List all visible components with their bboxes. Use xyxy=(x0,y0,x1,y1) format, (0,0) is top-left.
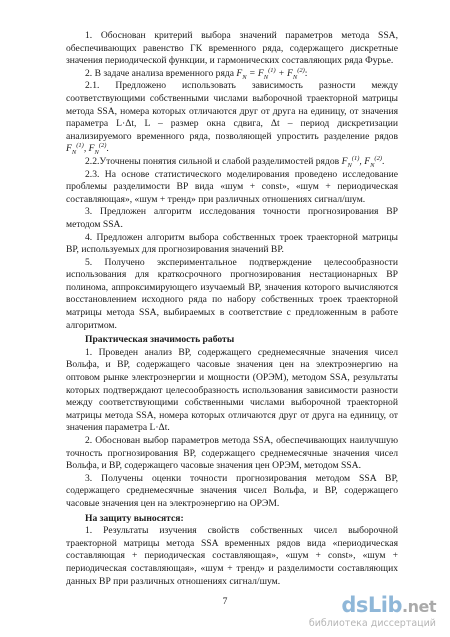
paragraph-4: 4. Предложен алгоритм выбора собственных троек траекторной матрицы ВР, используемых для прогнозирования значений ВР. xyxy=(66,231,398,256)
formula-series-pair-1: $F_N^{(1)}$, $F_N^{(2)}$ xyxy=(66,142,107,157)
watermark-subtitle: библиотека диссертаций xyxy=(308,618,436,629)
practical-item-3: 3. Получены оценки точности прогнозирования методом SSA ВР, содержащего среднемесячные значения чисел Вольфа, и ВР, содержащего часовые значения цен на электроэнергию на ОРЭМ. xyxy=(66,472,398,509)
heading-defense-points: На защиту выносятся: xyxy=(85,512,184,524)
practical-item-2: 2. Обоснован выбор параметров метода SSA, обеспечивающих наилучшую точность прогнозирования ВР, содержащего среднемесячные значения чисел Вольфа, и ВР, содержащего часовые значения цен ОРЭМ, методом SSA. xyxy=(66,435,398,472)
paragraph-2-3: 2.3. На основе статистического моделирования проведено исследование проблемы разделимости ВР вида «шум + const», «шум + периодическая составляющая», «шум + тренд» при различных отношениях сигнал/шум. xyxy=(66,168,398,205)
formula-series-pair-2: $F_N^{(1)}$, $F_N^{(2)}$ xyxy=(341,154,383,169)
formula-series-sum: $F_N = F_N^{(1)} + F_N^{(2)}$ xyxy=(236,66,305,81)
paragraph-2-2-text: 2.2.Уточнены понятия сильной и слабой разделимостей рядов xyxy=(85,155,340,167)
paragraph-3: 3. Предложен алгоритм исследования точности прогнозирования ВР методом SSA. xyxy=(66,206,398,230)
page-number: 7 xyxy=(222,596,228,607)
watermark xyxy=(309,594,436,629)
paragraph-2-text: 2. В задаче анализа временного ряда xyxy=(85,67,234,79)
paragraph-2: 2. В задаче анализа временного ряда $F_N = F_N^{(1)} + F_N^{(2)}$: xyxy=(85,66,308,81)
paragraph-2-2: 2.2.Уточнены понятия сильной и слабой разделимостей рядов $F_N^{(1)}$, $F_N^{(2)}$. xyxy=(85,154,385,169)
document-body xyxy=(66,30,398,588)
defense-item-1: 1. Результаты изучения свойств собственных чисел выборочной траекторной матрицы метода SSA временных рядов вида «периодическая составляющая + периодическая составляющая», «шум + const», «шум + периодическая составляющая», «шум + тренд» и разделимости составляющих данных ВР при различных отношениях сигнал/шум. xyxy=(66,525,398,587)
watermark-logo: dsLib.net xyxy=(341,593,436,617)
heading-practical-significance: Практическая значимость работы xyxy=(85,334,235,346)
paragraph-2-1-text: 2.1. Предложено использовать зависимость разности между соответствующими собственными числами выборочной траекторной матрицы метода SSA, номера которых отличаются друг от друга на единицу, от значения параметра L·Δt, L – размер окна сдвига, Δt – период дискретизации анализируемого временного ряда, позволяющей упростить разделение рядов xyxy=(66,80,398,142)
practical-item-1: 1. Проведен анализ ВР, содержащего среднемесячные значения чисел Вольфа, и ВР, содержащего часовые значения цен на электроэнергию на оптовом рынке электроэнергии и мощности (ОРЭМ), методом SSA, результаты которых подтверждают целесообразность использования зависимости разности между соответствующими собственными числами выборочной траекторной матрицы метода SSA, номера которых отличаются друг от друга на единицу, от значения параметра L·Δt. xyxy=(66,346,398,434)
paragraph-1: 1. Обоснован критерий выбора значений параметров метода SSA, обеспечивающих равенство ГК временного ряда, содержащего дискретные значения периодической функции, и гармонических составляющих ряда Фурье. xyxy=(66,30,398,67)
paragraph-2-1: 2.1. Предложено использовать зависимость разности между соответствующими собственными числами выборочной траекторной матрицы метода SSA, номера которых отличаются друг от друга на единицу, от значения параметра L·Δt, L – размер окна сдвига, Δt – период дискретизации анализируемого временного ряда, позволяющей упростить разделение рядов $F_N^{(1)}$, $F_N^{(2)}$. xyxy=(66,80,398,157)
paragraph-5: 5. Получено экспериментальное подтверждение целесообразности использования для краткосрочного прогнозирования нестационарных ВР полинома, аппроксимирующего изучаемый ВР, значения которого вычисляются восстановлением исходного ряда по набору собственных троек траекторной матрицы метода SSA, выбираемых в соответствие с предложенным в работе алгоритмом. xyxy=(66,256,398,331)
